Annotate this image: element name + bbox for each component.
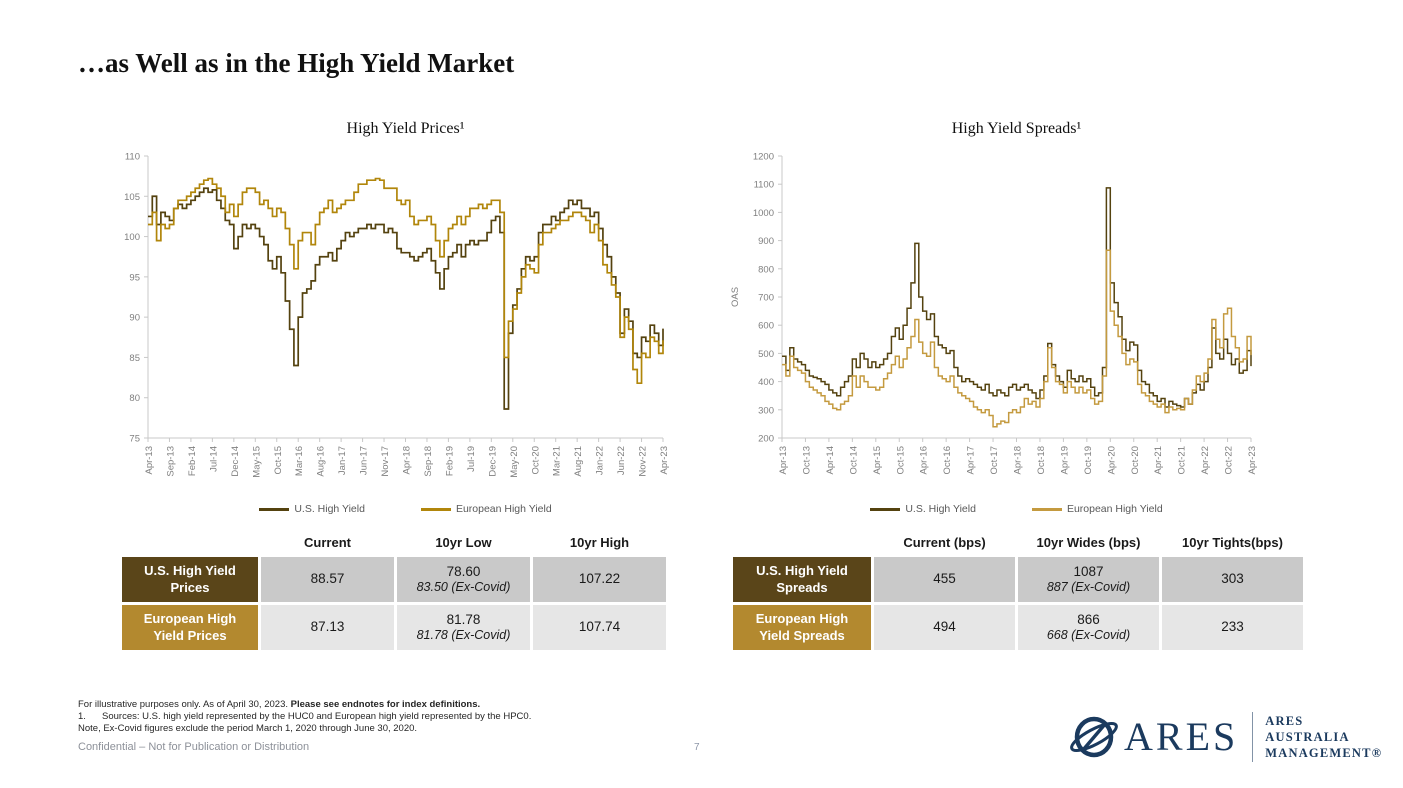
svg-text:110: 110 bbox=[124, 151, 140, 163]
svg-text:Apr-13: Apr-13 bbox=[144, 446, 155, 475]
svg-text:600: 600 bbox=[758, 320, 774, 332]
svg-text:Oct-20: Oct-20 bbox=[530, 446, 542, 475]
svg-text:Apr-14: Apr-14 bbox=[824, 446, 836, 475]
table-cell: 107.22 bbox=[533, 557, 666, 602]
svg-text:500: 500 bbox=[758, 348, 774, 360]
row-label-european-spreads: European High Yield Spreads bbox=[733, 605, 871, 650]
svg-text:Mar-16: Mar-16 bbox=[294, 446, 306, 477]
svg-text:Jan-22: Jan-22 bbox=[594, 446, 606, 476]
svg-text:May-15: May-15 bbox=[251, 446, 263, 478]
column-header: Current bbox=[304, 534, 351, 550]
column-header: 10yr High bbox=[569, 534, 630, 550]
svg-text:Nov-17: Nov-17 bbox=[380, 446, 392, 477]
table-cell: 78.60 83.50 (Ex-Covid) bbox=[397, 557, 530, 602]
ares-wordmark: ARES bbox=[1124, 714, 1239, 759]
svg-text:200: 200 bbox=[758, 433, 774, 445]
svg-text:Apr-18: Apr-18 bbox=[1012, 446, 1024, 475]
svg-text:Oct-22: Oct-22 bbox=[1223, 446, 1235, 475]
high-yield-spreads-chart-block bbox=[720, 120, 1265, 515]
svg-text:Apr-23: Apr-23 bbox=[659, 446, 670, 475]
table-cell: 303 bbox=[1162, 557, 1303, 602]
footnote-line-1: For illustrative purposes only. As of April 30, 2023. Please see endnotes for index definitions. bbox=[78, 699, 481, 710]
svg-text:Apr-15: Apr-15 bbox=[871, 446, 883, 475]
svg-text:Oct-13: Oct-13 bbox=[801, 446, 813, 475]
svg-text:1200: 1200 bbox=[752, 151, 774, 163]
spreads-summary-table bbox=[733, 530, 1303, 650]
svg-text:400: 400 bbox=[758, 377, 774, 389]
row-label-european-prices: European High Yield Prices bbox=[122, 605, 258, 650]
legend-label-european: European High Yield bbox=[1066, 503, 1163, 515]
legend-item-european bbox=[1032, 503, 1163, 515]
legend-item-european bbox=[421, 503, 552, 515]
svg-text:Oct-19: Oct-19 bbox=[1082, 446, 1094, 475]
logo-divider bbox=[1252, 712, 1253, 762]
svg-text:Oct-15: Oct-15 bbox=[895, 446, 907, 475]
svg-text:Oct-21: Oct-21 bbox=[1176, 446, 1188, 475]
spreads-chart-legend bbox=[744, 503, 1289, 515]
svg-text:Apr-19: Apr-19 bbox=[1059, 446, 1071, 475]
svg-text:Oct-17: Oct-17 bbox=[989, 446, 1001, 475]
svg-text:95: 95 bbox=[129, 272, 140, 284]
svg-text:80: 80 bbox=[129, 393, 140, 405]
prices-summary-table bbox=[122, 530, 666, 650]
svg-text:Jan-17: Jan-17 bbox=[337, 446, 349, 476]
us-line-swatch bbox=[259, 508, 289, 511]
svg-text:Apr-17: Apr-17 bbox=[965, 446, 977, 475]
svg-text:Apr-20: Apr-20 bbox=[1106, 446, 1118, 475]
column-header: 10yr Low bbox=[435, 534, 492, 550]
svg-text:105: 105 bbox=[124, 191, 140, 203]
page-title: …as Well as in the High Yield Market bbox=[78, 48, 515, 78]
european-line-swatch bbox=[1032, 508, 1062, 511]
footnote-line-2: 1. Sources: U.S. high yield represented by the HUC0 and European high yield represented by the HPC0. bbox=[78, 710, 532, 722]
svg-text:May-20: May-20 bbox=[508, 446, 520, 478]
svg-text:Apr-16: Apr-16 bbox=[918, 446, 930, 475]
svg-text:Sep-13: Sep-13 bbox=[165, 446, 177, 477]
table-cell: 494 bbox=[874, 605, 1015, 650]
column-header: Current (bps) bbox=[903, 534, 986, 550]
row-label-us-spreads: U.S. High Yield Spreads bbox=[733, 557, 871, 602]
svg-text:Jul-19: Jul-19 bbox=[465, 446, 477, 472]
svg-text:Dec-14: Dec-14 bbox=[229, 446, 241, 477]
legend-label-european: European High Yield bbox=[455, 503, 552, 515]
svg-text:Sep-18: Sep-18 bbox=[422, 446, 434, 477]
table-corner bbox=[122, 530, 258, 554]
svg-text:1000: 1000 bbox=[752, 207, 774, 219]
ares-logo bbox=[1068, 710, 1382, 764]
table-corner bbox=[733, 530, 871, 554]
ares-australia-management-label: ARES AUSTRALIA MANAGEMENT® bbox=[1265, 713, 1383, 761]
svg-text:Apr-22: Apr-22 bbox=[1200, 446, 1212, 475]
svg-text:Oct-20: Oct-20 bbox=[1129, 446, 1141, 475]
high-yield-prices-chart-block bbox=[102, 120, 677, 515]
table-cell: 866 668 (Ex-Covid) bbox=[1018, 605, 1159, 650]
chart-title-prices: High Yield Prices¹ bbox=[346, 120, 465, 137]
svg-text:Apr-13: Apr-13 bbox=[778, 446, 789, 475]
table-cell: 88.57 bbox=[261, 557, 394, 602]
svg-text:Oct-16: Oct-16 bbox=[942, 446, 954, 475]
legend-item-us bbox=[870, 503, 976, 515]
svg-text:300: 300 bbox=[758, 405, 774, 417]
svg-text:Mar-21: Mar-21 bbox=[551, 446, 563, 477]
legend-item-us bbox=[259, 503, 365, 515]
svg-text:Jun-22: Jun-22 bbox=[616, 446, 628, 476]
legend-label-us: U.S. High Yield bbox=[905, 503, 976, 515]
column-header: 10yr Wides (bps) bbox=[1036, 534, 1141, 550]
svg-text:Nov-22: Nov-22 bbox=[637, 446, 649, 477]
svg-text:Feb-19: Feb-19 bbox=[444, 446, 456, 477]
us-line-swatch bbox=[870, 508, 900, 511]
footnote-line-3: Note, Ex-Covid figures exclude the period March 1, 2020 through June 30, 2020. bbox=[78, 722, 418, 734]
svg-text:OAS: OAS bbox=[730, 286, 741, 308]
svg-text:100: 100 bbox=[124, 232, 140, 244]
svg-text:800: 800 bbox=[758, 264, 774, 276]
svg-text:Aug-16: Aug-16 bbox=[315, 446, 327, 477]
svg-text:Oct-14: Oct-14 bbox=[848, 446, 860, 475]
svg-text:900: 900 bbox=[758, 236, 774, 248]
svg-text:Jun-17: Jun-17 bbox=[358, 446, 370, 476]
prices-chart-legend bbox=[118, 503, 693, 515]
row-label-us-prices: U.S. High Yield Prices bbox=[122, 557, 258, 602]
column-header: 10yr Tights(bps) bbox=[1182, 534, 1283, 550]
svg-text:700: 700 bbox=[758, 292, 774, 304]
svg-text:Apr-18: Apr-18 bbox=[401, 446, 413, 475]
confidential-notice: Confidential – Not for Publication or Distribution bbox=[78, 741, 310, 753]
table-cell: 1087 887 (Ex-Covid) bbox=[1018, 557, 1159, 602]
legend-label-us: U.S. High Yield bbox=[294, 503, 365, 515]
svg-text:75: 75 bbox=[129, 433, 140, 445]
svg-text:Apr-23: Apr-23 bbox=[1247, 446, 1258, 475]
ares-globe-icon bbox=[1068, 710, 1120, 764]
high-yield-spreads-chart bbox=[720, 146, 1265, 496]
table-cell: 455 bbox=[874, 557, 1015, 602]
table-cell: 81.78 81.78 (Ex-Covid) bbox=[397, 605, 530, 650]
svg-text:Jul-14: Jul-14 bbox=[208, 446, 220, 472]
svg-text:Oct-18: Oct-18 bbox=[1035, 446, 1047, 475]
svg-text:Dec-19: Dec-19 bbox=[487, 446, 499, 477]
svg-text:Feb-14: Feb-14 bbox=[186, 446, 198, 477]
european-line-swatch bbox=[421, 508, 451, 511]
page-number: 7 bbox=[694, 742, 700, 753]
svg-text:Apr-21: Apr-21 bbox=[1153, 446, 1165, 475]
high-yield-prices-chart bbox=[102, 146, 677, 496]
svg-text:Oct-15: Oct-15 bbox=[272, 446, 284, 475]
table-cell: 87.13 bbox=[261, 605, 394, 650]
svg-text:85: 85 bbox=[129, 352, 140, 364]
svg-text:Aug-21: Aug-21 bbox=[573, 446, 585, 477]
svg-text:90: 90 bbox=[129, 312, 140, 324]
table-cell: 233 bbox=[1162, 605, 1303, 650]
footnotes bbox=[78, 699, 531, 735]
table-cell: 107.74 bbox=[533, 605, 666, 650]
svg-text:1100: 1100 bbox=[753, 179, 774, 191]
chart-title-spreads: High Yield Spreads¹ bbox=[951, 120, 1082, 137]
